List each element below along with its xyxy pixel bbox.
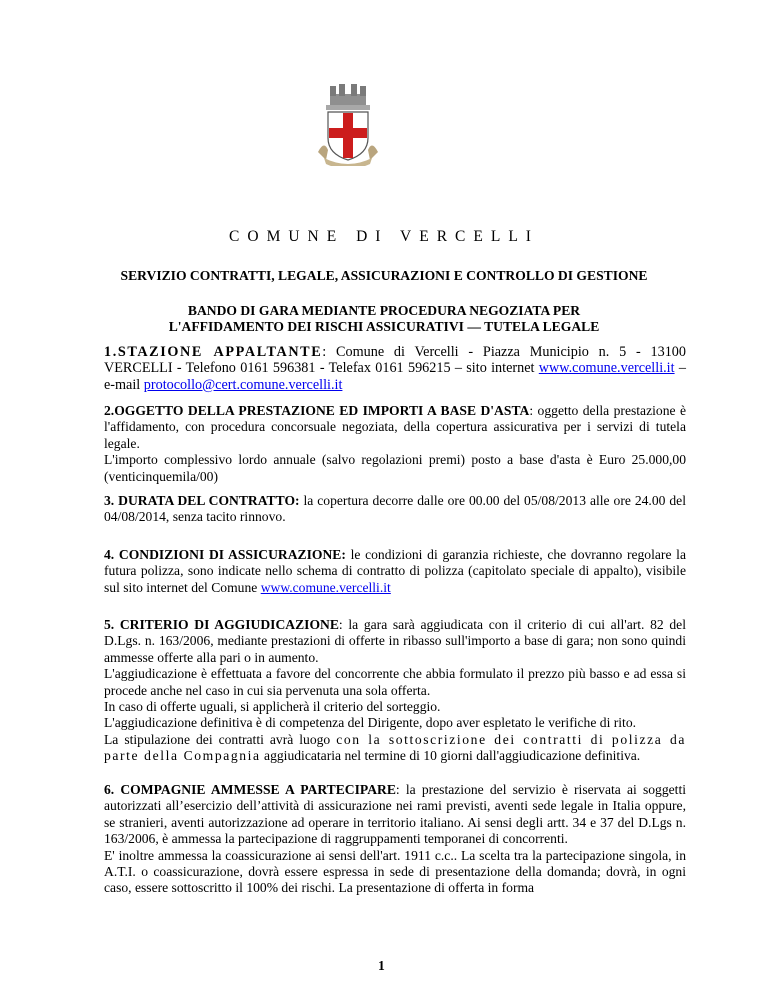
section-text: aggiudicataria nel termine di 10 giorni dall'aggiudicazione definitiva. (260, 748, 641, 764)
section-paragraph: E' inoltre ammessa la coassicurazione ai sensi dell'art. 1911 c.c.. La scelta tra la partecipazione singola, in A.T.I. o coassicurazione, dovrà essere espressa in sede di presentazione della domanda; dovrà, in ogni caso, essere sottoscritto il 100% dei rischi. La presentazione di offerta in forma (104, 847, 686, 896)
section-paragraph: L'aggiudicazione definitiva è di competenza del Dirigente, dopo aver espletato le verifiche di rito. (104, 715, 637, 731)
section-criterio (104, 617, 686, 765)
section-text: le condizioni di garanzia richieste, che dovranno regolare la futura polizza, sono indicate nello schema di contratto di polizza (capitolato speciale di appalto), visibile sul sito internet del Comune (104, 547, 686, 595)
document-title-line-2: L'AFFIDAMENTO DEI RISCHI ASSICURATIVI — TUTELA LEGALE (168, 319, 600, 334)
service-name: SERVIZIO CONTRATTI, LEGALE, ASSICURAZIONI E CONTROLLO DI GESTIONE (120, 268, 648, 283)
section-paragraph (104, 732, 686, 765)
section-durata (104, 493, 686, 526)
section-text-spaced: con la sottoscrizione dei contratti di polizza da parte della Compagnia (104, 731, 687, 764)
coat-of-arms-icon (312, 80, 384, 166)
section-condizioni (104, 547, 686, 596)
website-link[interactable]: www.comune.vercelli.it (260, 579, 391, 595)
section-paragraph: L'importo complessivo lordo annuale (salvo regolazioni premi) posto a base d'asta è Euro 25.000,00 (venticinquemila/00) (104, 452, 686, 484)
section-text: : oggetto della prestazione è l'affidamento, con procedura concorsuale negoziata, della copertura assicurativa per i servizi di tutela legale. (104, 403, 686, 451)
website-link[interactable]: www.comune.vercelli.it (538, 360, 675, 377)
document-title-line-1: BANDO DI GARA MEDIANTE PROCEDURA NEGOZIATA PER (187, 303, 581, 318)
section-text: : la gara sarà aggiudicata con il criterio di cui all'art. 82 del D.Lgs. n. 163/2006, mediante prestazioni di offerte in ribasso sull'importo a base di gara; non sono quindi ammesse offerte alla pari o in aumento. (104, 617, 686, 665)
organization-name: COMUNE DI VERCELLI (229, 228, 539, 245)
section-paragraph: L'aggiudicazione è effettuata a favore del concorrente che abbia formulato il prezzo più basso e ad essa si procede anche nel caso in cui sia pervenuta una sola offerta. (104, 666, 686, 698)
section-title: 3. DURATA DEL CONTRATTO: (104, 493, 300, 508)
section-title: 2.OGGETTO DELLA PRESTAZIONE ED IMPORTI A BASE D'ASTA (104, 403, 530, 418)
document-title (60, 303, 708, 335)
section-title: 6. COMPAGNIE AMMESSE A PARTECIPARE (104, 782, 396, 797)
section-text: – e-mail (104, 360, 686, 393)
section-text: La stipulazione dei contratti avrà luogo (104, 731, 337, 747)
section-title: 1.STAZIONE APPALTANTE (104, 344, 323, 360)
section-oggetto (104, 403, 686, 485)
section-stazione-appaltante (104, 344, 686, 393)
section-compagnie (104, 782, 686, 897)
section-paragraph: In caso di offerte uguali, si applicherà il criterio del sorteggio. (104, 699, 441, 715)
section-text: : la prestazione del servizio è riservata ai soggetti autorizzati all’esercizio dell’attività di assicurazione nei rami previsti, aventi sede legale in Italia oppure, se stranieri, aventi autorizzazione ad operare in territorio italiano. Ai sensi degli artt. 34 e 37 del D.Lgs n. 163/2006, è ammessa la partecipazione di raggruppamenti temporanei di concorrenti. (104, 782, 686, 847)
email-link[interactable]: protocollo@cert.comune.vercelli.it (143, 376, 343, 393)
section-title: 4. CONDIZIONI DI ASSICURAZIONE: (104, 547, 346, 562)
section-text: la copertura decorre dalle ore 00.00 del 05/08/2013 alle ore 24.00 del 04/08/2014, senza tacito rinnovo. (104, 493, 686, 525)
section-title: 5. CRITERIO DI AGGIUDICAZIONE (104, 617, 339, 632)
page-number: 1 (378, 958, 385, 973)
section-text: : Comune di Vercelli - Piazza Municipio n. 5 - 13100 VERCELLI - Telefono 0161 596381 - Telefax 0161 596215 – sito internet (104, 344, 686, 377)
